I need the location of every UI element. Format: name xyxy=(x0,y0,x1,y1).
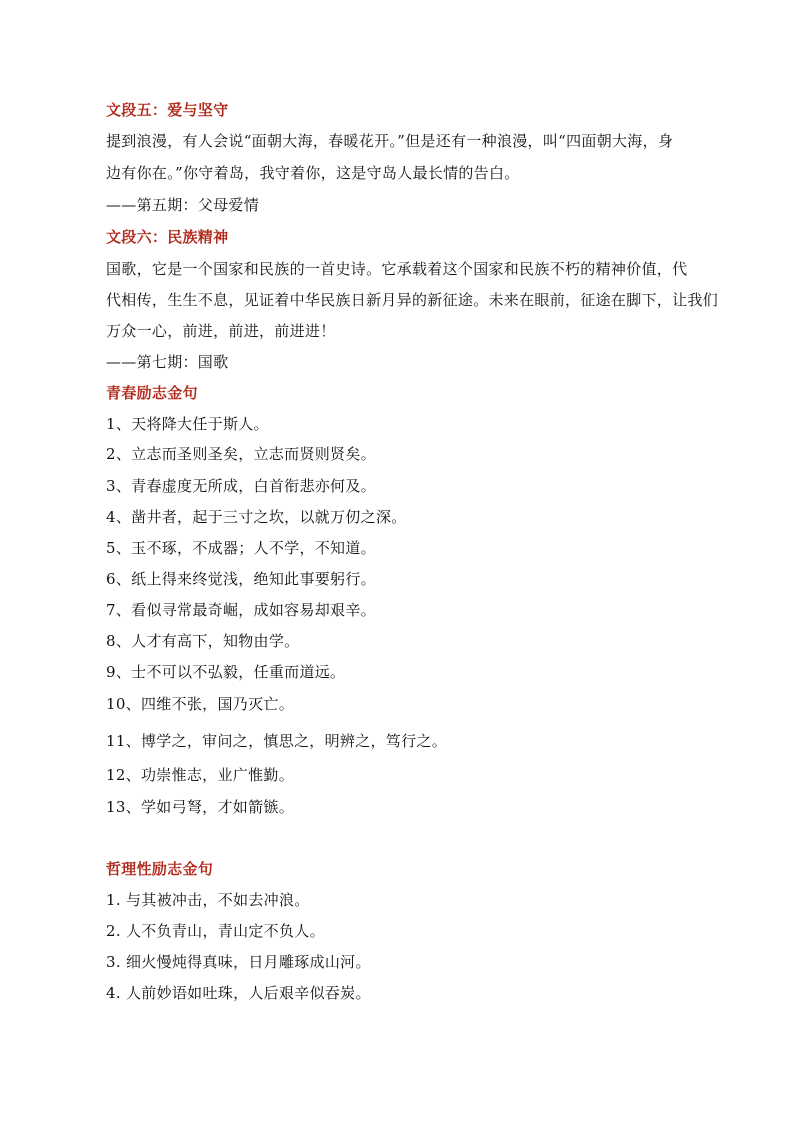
section5-paragraph-line-2: 边有你在。”你守着岛，我守着你，这是守岛人最长情的告白。 xyxy=(106,164,520,182)
youth-quote-item: 8、人才有高下，知物由学。 xyxy=(106,632,300,650)
section5-heading: 文段五：爱与坚守 xyxy=(106,101,229,119)
section5-paragraph-line-1: 提到浪漫，有人会说“面朝大海，春暖花开。”但是还有一种浪漫，叫“四面朝大海，身 xyxy=(106,132,674,150)
philosophy-quote-item: 3. 细火慢炖得真味，日月雕琢成山河。 xyxy=(106,953,371,971)
section6-source: ——第七期：国歌 xyxy=(106,353,229,371)
youth-quote-item: 6、纸上得来终觉浅，绝知此事要躬行。 xyxy=(106,570,376,588)
youth-quote-item: 10、四维不张，国乃灭亡。 xyxy=(106,695,294,713)
youth-quote-item: 1、天将降大任于斯人。 xyxy=(106,415,269,433)
section5-source: ——第五期：父母爱情 xyxy=(106,196,260,214)
philosophy-quotes-heading: 哲理性励志金句 xyxy=(106,860,214,878)
youth-quote-item: 4、凿井者，起于三寸之坎，以就万仞之深。 xyxy=(106,508,407,526)
youth-quote-item: 9、士不可以不弘毅，任重而道远。 xyxy=(106,663,346,681)
youth-quote-item: 5、玉不琢，不成器；人不学，不知道。 xyxy=(106,539,376,557)
youth-quote-item: 3、青春虚度无所成，白首衔悲亦何及。 xyxy=(106,477,376,495)
philosophy-quote-item: 2. 人不负青山，青山定不负人。 xyxy=(106,922,325,940)
youth-quotes-heading: 青春励志金句 xyxy=(106,384,198,402)
philosophy-quote-item: 1. 与其被冲击，不如去冲浪。 xyxy=(106,891,310,909)
section6-heading: 文段六：民族精神 xyxy=(106,228,229,246)
section6-paragraph-line-3: 万众一心，前进，前进，前进进！ xyxy=(106,322,336,340)
youth-quote-item: 12、功崇惟志，业广惟勤。 xyxy=(106,766,294,784)
youth-quote-item: 2、立志而圣则圣矣，立志而贤则贤矣。 xyxy=(106,445,376,463)
section6-paragraph-line-1: 国歌，它是一个国家和民族的一首史诗。它承载着这个国家和民族不朽的精神价值，代 xyxy=(106,260,688,278)
philosophy-quote-item: 4. 人前妙语如吐珠，人后艰辛似吞炭。 xyxy=(106,984,371,1002)
youth-quote-item: 11、博学之，审问之，慎思之，明辨之，笃行之。 xyxy=(106,732,447,750)
youth-quote-item: 13、学如弓弩，才如箭镞。 xyxy=(106,798,294,816)
section6-paragraph-line-2: 代相传，生生不息，见证着中华民族日新月异的新征途。未来在眼前，征途在脚下，让我们 xyxy=(106,291,719,309)
youth-quote-item: 7、看似寻常最奇崛，成如容易却艰辛。 xyxy=(106,601,376,619)
